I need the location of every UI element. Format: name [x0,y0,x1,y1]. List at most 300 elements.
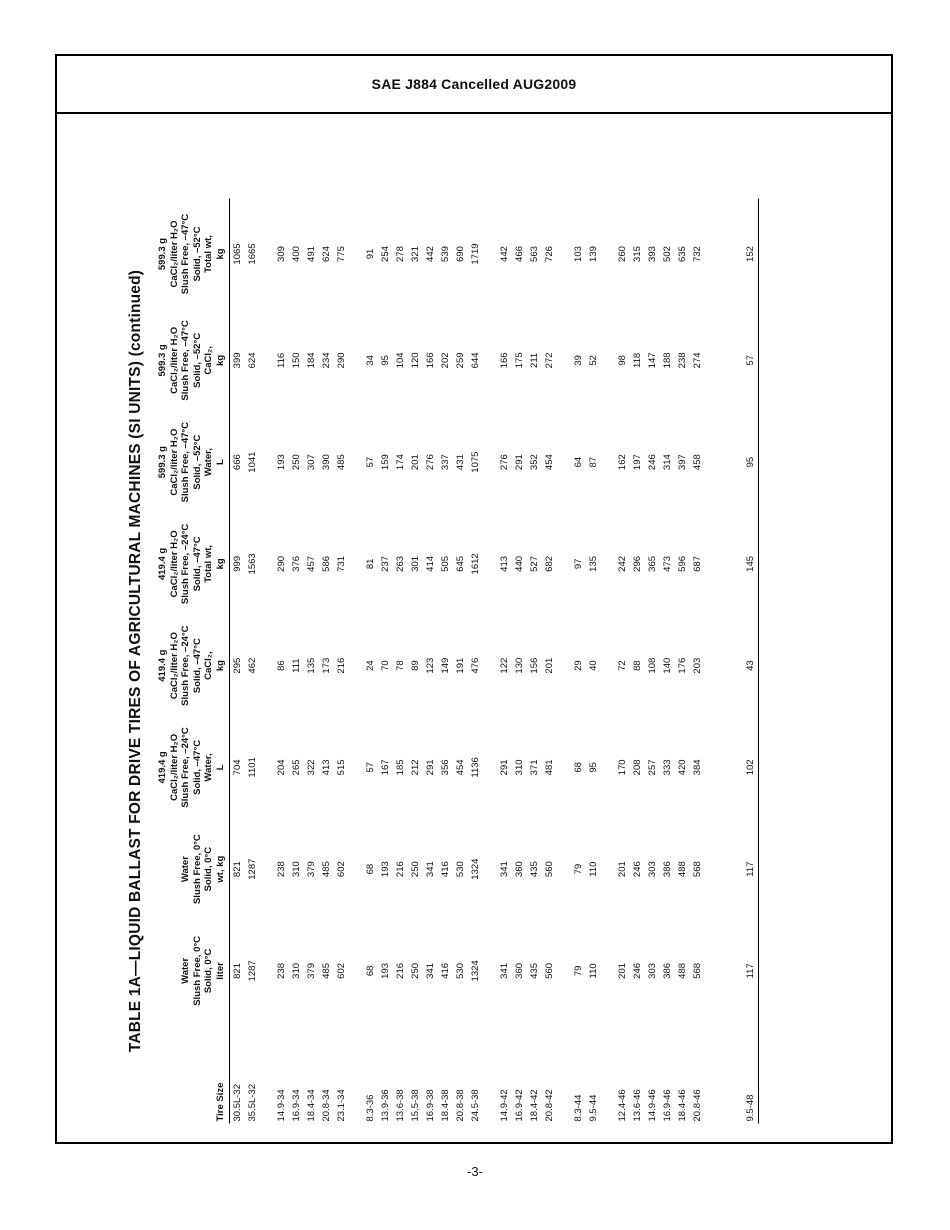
value-cell: 250 [410,861,421,878]
column-header-line: kg [214,660,226,672]
value-cell: 29 [573,660,584,671]
value-cell: 208 [632,759,643,776]
column-header-line: 599.3 g [157,446,168,479]
column-header-line: 599.3 g [157,344,168,377]
value-cell: 341 [425,861,436,878]
value-cell: 193 [276,454,287,471]
value-cell: 473 [662,555,673,572]
value-cell: 123 [425,657,436,674]
value-cell: 260 [617,246,628,262]
value-cell: 704 [232,759,243,776]
column-header-line: Solid, 0°C [203,846,214,892]
tire-size-cell: 24.5-38 [470,1089,481,1122]
group-separator [557,199,571,1124]
value-cell: 596 [677,555,688,572]
value-cell: 291 [514,454,525,471]
value-cell: 193 [380,861,391,878]
column-header-line [203,1024,215,1122]
value-cell: 265 [291,759,302,776]
value-cell: 295 [232,657,243,674]
value-cell: 250 [291,454,302,471]
column-header-line: CaCl₂/liter H₂O [168,632,180,700]
value-cell: 291 [425,759,436,776]
column-header-line [192,1024,204,1122]
value-cell: 104 [395,352,406,369]
value-cell: 238 [276,861,287,878]
table-row [660,199,675,1124]
table-row [615,199,630,1124]
column-header [157,411,230,513]
value-cell: 821 [232,962,243,979]
value-cell: 276 [425,454,436,471]
tire-size-cell: 9.5-48 [719,1022,759,1124]
column-header-line: 419.4 g [157,547,168,580]
value-cell: 310 [291,861,302,878]
value-cell: 135 [588,555,599,572]
value-cell: 530 [455,861,466,878]
tire-size-cell: 13.9-36 [380,1089,391,1122]
column-header-line: CaCl₂/liter H₂O [168,733,180,801]
value-cell: 379 [306,861,317,878]
table-row [438,199,453,1124]
value-cell: 491 [306,246,317,262]
value-cell: 276 [499,454,510,471]
value-cell: 147 [647,352,658,369]
value-cell: 1101 [247,757,258,778]
tire-size-cell: 15.5-38 [410,1089,421,1122]
value-cell: 176 [677,657,688,674]
separator-cell [705,199,719,1124]
value-cell: 167 [380,759,391,776]
column-header [157,920,230,1022]
value-cell: 476 [470,657,481,674]
value-cell: 191 [455,657,466,674]
tire-size-cell: 20.8-46 [692,1089,703,1122]
value-cell: 1563 [247,553,258,575]
value-cell: 303 [647,962,658,979]
value-cell: 140 [662,657,673,674]
value-cell: 259 [455,352,466,369]
value-cell: 122 [499,657,510,674]
table-header-row [157,199,230,1124]
value-cell: 72 [617,660,628,671]
table-row [289,199,304,1124]
ballast-table [157,199,759,1124]
value-cell: 645 [455,555,466,572]
value-cell: 462 [247,657,258,674]
tire-size-cell: 20.8-42 [544,1089,555,1122]
tire-size-cell: 14.9-34 [276,1089,287,1122]
value-cell: 150 [291,352,302,369]
column-header-line: CaCl₂, [203,346,214,375]
value-cell: 34 [365,355,376,366]
value-cell: 602 [336,861,347,878]
table-row [393,199,408,1124]
value-cell: 89 [410,660,421,671]
value-cell: 254 [380,246,391,262]
value-cell: 563 [529,246,540,262]
value-cell: 530 [455,962,466,979]
rotated-table-area [127,199,827,1124]
column-header-line: L [214,459,226,466]
value-cell: 775 [336,246,347,262]
value-cell: 454 [455,759,466,776]
value-cell: 1324 [470,960,481,982]
separator-cell [483,199,497,1124]
column-header-line: Tire Size [214,1082,226,1122]
value-cell: 365 [647,555,658,572]
table-row [304,199,319,1124]
value-cell: 170 [617,759,628,776]
value-cell: 110 [588,861,599,877]
value-cell: 52 [588,355,599,366]
value-cell: 515 [336,759,347,776]
value-cell: 159 [380,454,391,471]
value-cell: 156 [529,657,540,674]
value-cell: 116 [276,352,287,368]
value-cell: 237 [380,555,391,572]
column-header-line: 599.3 g [157,237,168,271]
column-header-line [180,1024,192,1122]
value-cell: 111 [291,658,302,673]
value-cell: 732 [692,246,703,262]
tire-size-cell: 20.8-38 [455,1089,466,1122]
value-cell: 238 [677,352,688,369]
value-cell: 568 [692,861,703,878]
value-cell: 371 [529,759,540,776]
column-header-line: CaCl₂/liter H₂O [168,428,180,496]
value-cell: 440 [514,555,525,572]
value-cell: 173 [321,657,332,674]
value-cell: 201 [617,962,628,979]
value-cell: 24 [365,660,376,671]
column-header-line: Slush Free, –24°C [180,727,191,808]
value-cell: 393 [647,246,658,262]
value-cell: 216 [395,962,406,979]
column-header-line: Solid, –52°C [191,226,203,282]
column-header-line: Solid, –52°C [191,434,203,490]
value-cell: 356 [440,759,451,776]
value-cell: 1719 [470,243,481,265]
value-cell: 117 [719,920,759,1022]
value-cell: 431 [455,454,466,471]
value-cell: 201 [544,657,555,674]
value-cell: 68 [573,762,584,773]
value-cell: 481 [544,759,555,776]
value-cell: 88 [632,660,643,671]
column-header-line: L [214,764,226,771]
value-cell: 416 [440,861,451,878]
value-cell: 488 [677,861,688,878]
tire-size-cell: 23.1-34 [336,1089,347,1122]
tire-size-cell: 8.3-36 [365,1094,376,1122]
column-header-line: Water [180,957,191,984]
value-cell: 166 [499,352,510,369]
value-cell: 586 [321,555,332,572]
value-cell: 400 [291,246,302,262]
value-cell: 466 [514,246,525,262]
column-header-line: Slush Free, 0°C [191,834,203,905]
tire-size-cell: 18.4-46 [677,1089,688,1122]
value-cell: 560 [544,861,555,878]
table-body [230,199,759,1124]
value-cell: 999 [232,555,243,572]
column-header-line: Slush Free, –24°C [180,523,191,605]
value-cell: 457 [306,555,317,572]
value-cell: 296 [632,555,643,572]
value-cell: 310 [291,962,302,979]
value-cell: 505 [440,555,451,572]
value-cell: 110 [588,963,599,979]
value-cell: 352 [529,454,540,471]
column-header-line: Solid, 0°C [203,948,214,994]
value-cell: 310 [514,759,525,776]
value-cell: 386 [662,962,673,979]
tire-size-cell: 9.5-44 [588,1094,599,1122]
value-cell: 98 [617,355,628,366]
value-cell: 278 [395,246,406,262]
column-header-line: Slush Free, –47°C [180,320,191,401]
value-cell: 397 [677,454,688,471]
value-cell: 360 [514,861,525,878]
column-header-line: 419.4 g [157,649,168,682]
value-cell: 64 [573,456,584,468]
column-header-line: kg [214,248,226,260]
value-cell: 246 [632,962,643,979]
value-cell: 341 [425,962,436,979]
table-row [719,199,759,1124]
separator-cell [349,199,363,1124]
column-header-line: Slush Free, 0°C [191,935,203,1006]
tire-size-cell: 30.5L-32 [232,1083,243,1122]
column-header-line: CaCl₂/liter H₂O [168,220,180,288]
header-title: SAE J884 Cancelled AUG2009 [371,76,577,92]
value-cell: 290 [336,352,347,369]
column-header-line: Slush Free, –47°C [180,213,191,295]
value-cell: 414 [425,555,436,572]
value-cell: 399 [232,352,243,369]
value-cell: 162 [617,454,628,471]
column-header-line: kg [214,558,226,570]
column-header-line: Solid, –47°C [191,536,203,592]
value-cell: 188 [662,352,673,369]
value-cell: 416 [440,962,451,979]
value-cell: 341 [499,861,510,878]
page-number: -3- [467,1164,483,1179]
value-cell: 68 [365,863,376,875]
tire-size-cell: 14.9-42 [499,1089,510,1122]
value-cell: 184 [306,352,317,369]
value-cell: 57 [365,762,376,773]
value-cell: 145 [719,513,759,615]
value-cell: 149 [440,657,451,674]
value-cell: 690 [455,246,466,262]
value-cell: 102 [719,717,759,819]
value-cell: 1065 [232,243,243,265]
tire-size-cell: 16.9-38 [425,1089,436,1122]
value-cell: 272 [544,352,555,369]
page-frame [55,54,893,1144]
tire-size-cell: 8.3-44 [573,1094,584,1122]
value-cell: 435 [529,962,540,979]
value-cell: 1287 [247,960,258,982]
value-cell: 202 [440,352,451,369]
group-separator [349,199,363,1124]
value-cell: 216 [395,861,406,878]
value-cell: 203 [692,657,703,674]
value-cell: 420 [677,759,688,776]
tire-size-cell: 12.4-46 [617,1089,628,1122]
tire-size-cell: 18.4-34 [306,1089,317,1122]
value-cell: 309 [276,246,287,262]
value-cell: 40 [588,660,599,671]
column-header [157,818,230,920]
value-cell: 79 [573,965,584,977]
table-row [571,199,586,1124]
tire-size-cell: 16.9-46 [662,1089,673,1122]
value-cell: 337 [440,454,451,471]
column-header-line: Solid, –47°C [191,638,203,694]
column-header-line: 419.4 g [157,751,168,784]
value-cell: 246 [632,861,643,878]
value-cell: 274 [692,352,703,369]
value-cell: 1612 [470,553,481,575]
value-cell: 731 [336,555,347,572]
value-cell: 527 [529,555,540,572]
tire-size-cell: 18.4-38 [440,1089,451,1122]
table-row [334,199,349,1124]
value-cell: 95 [719,411,759,513]
value-cell: 95 [588,762,599,773]
value-cell: 152 [719,199,759,310]
value-cell: 257 [647,759,658,776]
value-cell: 333 [662,759,673,776]
value-cell: 303 [647,861,658,878]
column-header-line: wt, kg [214,855,226,883]
column-header [157,615,230,717]
value-cell: 91 [365,248,376,260]
value-cell: 238 [276,962,287,979]
column-header-line: CaCl₂/liter H₂O [168,326,180,394]
value-cell: 301 [410,555,421,572]
value-cell: 413 [499,555,510,572]
value-cell: 250 [410,962,421,979]
value-cell: 118 [632,352,643,368]
value-cell: 57 [365,456,376,468]
value-cell: 1075 [470,451,481,473]
value-cell: 193 [380,962,391,979]
column-header-line: Water, [203,448,214,477]
table-row [363,199,378,1124]
column-header-line: Slush Free, –24°C [180,625,191,706]
column-header [157,513,230,615]
column-header [157,1022,230,1124]
document-header [57,56,891,114]
tire-size-cell: 16.9-42 [514,1089,525,1122]
table-row [527,199,542,1124]
value-cell: 135 [306,657,317,674]
value-cell: 376 [291,555,302,572]
table-row [497,199,512,1124]
value-cell: 307 [306,454,317,471]
value-cell: 57 [719,310,759,412]
value-cell: 384 [692,759,703,776]
value-cell: 81 [365,558,376,570]
value-cell: 666 [232,454,243,471]
value-cell: 117 [719,818,759,920]
value-cell: 139 [588,246,599,262]
tire-size-cell: 20.8-34 [321,1089,332,1122]
value-cell: 204 [276,759,287,776]
value-cell: 321 [410,246,421,262]
column-header-line [169,820,181,918]
column-header [157,199,230,310]
value-cell: 68 [365,965,376,977]
value-cell: 197 [632,454,643,471]
value-cell: 560 [544,962,555,979]
value-cell: 379 [306,962,317,979]
table-row [512,199,527,1124]
value-cell: 246 [647,454,658,471]
value-cell: 454 [544,454,555,471]
table-row [645,199,660,1124]
table-row [423,199,438,1124]
value-cell: 687 [692,555,703,572]
value-cell: 442 [499,246,510,262]
group-separator [705,199,719,1124]
value-cell: 314 [662,454,673,471]
value-cell: 43 [719,615,759,717]
value-cell: 120 [410,352,421,369]
value-cell: 322 [306,759,317,776]
table-row [542,199,557,1124]
value-cell: 86 [276,660,287,671]
separator-cell [260,199,274,1124]
value-cell: 644 [470,352,481,369]
value-cell: 130 [514,657,525,674]
value-cell: 174 [395,454,406,471]
value-cell: 485 [321,861,332,878]
table-row [408,199,423,1124]
table-row [230,199,246,1124]
tire-size-cell: 13.6-38 [395,1089,406,1122]
value-cell: 290 [276,555,287,572]
value-cell: 201 [410,454,421,471]
column-header-line: Slush Free, –47°C [180,421,191,503]
value-cell: 1287 [247,858,258,880]
table-row [468,199,483,1124]
table-row [690,199,705,1124]
value-cell: 242 [617,555,628,572]
group-separator [260,199,274,1124]
column-header-line [169,922,181,1020]
table-row [453,199,468,1124]
value-cell: 263 [395,555,406,572]
value-cell: 488 [677,962,688,979]
value-cell: 201 [617,861,628,878]
group-separator [483,199,497,1124]
value-cell: 39 [573,355,584,366]
tire-size-cell: 14.9-46 [647,1089,658,1122]
table-row [319,199,334,1124]
value-cell: 726 [544,246,555,262]
table-row [274,199,289,1124]
value-cell: 87 [588,456,599,468]
value-cell: 211 [529,352,540,368]
table-row [586,199,601,1124]
column-header-line: Solid, –47°C [191,739,203,795]
value-cell: 79 [573,863,584,875]
